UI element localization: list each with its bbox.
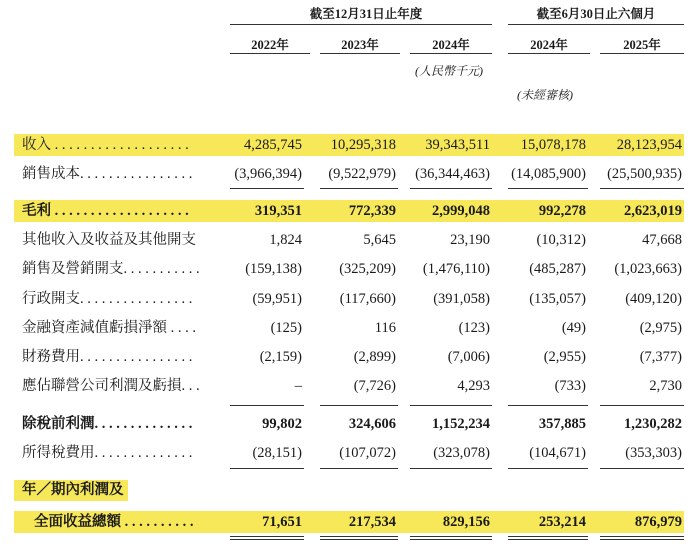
year-rule-2025-interim [600,53,684,54]
header-group-interim-rule [508,24,684,25]
row-value: (9,522,979) [328,166,396,182]
subtotal-rule [320,188,398,189]
subtotal-rule [230,468,304,469]
year-rule-2022 [230,53,310,54]
row-label: 銷售及營銷開支. . . . . . . . . . . [22,261,200,277]
year-header-2022: 2022年 [251,38,289,52]
table-row [0,163,692,185]
total-value: 253,214 [538,514,586,530]
table-row [0,413,692,435]
total-value: 876,979 [634,514,682,530]
total-label-line1: 年／期內利潤及 [22,482,124,498]
table-row [0,375,692,397]
row-value: (353,303) [625,445,682,461]
table-row [0,442,692,464]
row-label: 除稅前利潤. . . . . . . . . . . . . . [22,416,193,432]
row-value: 1,824 [269,232,302,248]
row-value: – [294,378,302,394]
row-value: (2,159) [259,349,302,365]
row-label: 收入 . . . . . . . . . . . . . . . . . . . [22,137,189,153]
total-double-rule [320,536,398,540]
row-value: (1,476,110) [422,261,490,277]
year-header-2023: 2023年 [341,38,379,52]
row-value: (323,078) [433,445,490,461]
row-value: (10,312) [536,232,586,248]
row-value: (733) [554,378,586,394]
row-label: 財務費用. . . . . . . . . . . . . . . . [22,349,193,365]
row-value: (2,899) [353,349,396,365]
row-value: (104,671) [529,445,586,461]
unit-label: (人民幣千元) [415,64,483,78]
year-rule-2024-interim [508,53,590,54]
table-row [0,229,692,251]
row-value: 2,999,048 [432,203,490,219]
table-row [0,288,692,310]
row-value: (36,344,463) [415,166,490,182]
row-value: (7,726) [353,378,396,394]
row-value: (2,955) [543,349,586,365]
total-value: 217,534 [348,514,396,530]
year-rule-2024 [410,53,492,54]
row-value: (135,057) [529,291,586,307]
total-double-rule [410,536,492,540]
subtotal-rule [410,188,492,189]
row-value: (117,660) [339,291,396,307]
row-label: 銷售成本. . . . . . . . . . . . . . . . [22,166,193,182]
subtotal-rule [230,405,304,406]
table-row [0,317,692,339]
total-double-rule [508,536,588,540]
row-value: (409,120) [625,291,682,307]
subtotal-rule [508,188,588,189]
row-value: 357,885 [538,416,586,432]
year-rule-2023 [320,53,400,54]
row-value: 4,285,745 [244,137,302,153]
row-value: (123) [458,320,490,336]
row-value: 2,730 [649,378,682,394]
subtotal-rule [600,188,684,189]
row-value: 15,078,178 [520,137,586,153]
subtotal-rule [600,468,684,469]
row-value: 10,295,318 [330,137,396,153]
subtotal-rule [410,468,492,469]
row-value: 324,606 [348,416,396,432]
subtotal-rule [508,468,588,469]
row-value: 23,190 [450,232,490,248]
row-label: 其他收入及收益及其他開支 [22,232,196,248]
table-row [14,134,684,156]
row-value: 992,278 [538,203,586,219]
row-value: 1,152,234 [432,416,490,432]
row-value: (3,966,394) [234,166,302,182]
row-value: 319,351 [254,203,302,219]
row-value: (107,072) [339,445,396,461]
total-value: 71,651 [262,514,302,530]
row-label: 應佔聯營公司利潤及虧損. . . [22,378,200,394]
row-value: (1,023,663) [614,261,682,277]
row-value: (25,500,935) [607,166,682,182]
row-value: 47,668 [642,232,682,248]
row-value: 772,339 [348,203,396,219]
total-double-rule [230,536,304,540]
table-row [14,200,684,222]
unaudited-label: (未經審核) [517,88,573,102]
subtotal-rule [410,405,492,406]
total-double-rule [600,536,684,540]
subtotal-rule [320,405,398,406]
row-value: (485,287) [529,261,586,277]
row-label: 行政開支. . . . . . . . . . . . . . . . [22,291,193,307]
year-header-2024-interim: 2024年 [530,38,568,52]
row-value: 2,623,019 [624,203,682,219]
total-value: 829,156 [442,514,490,530]
total-row-label: 全面收益總額 . . . . . . . . . . [34,514,194,530]
row-value: (391,058) [433,291,490,307]
row-value: (49) [561,320,586,336]
row-value: 99,802 [262,416,302,432]
subtotal-rule [230,188,304,189]
row-label: 毛利 . . . . . . . . . . . . . . . . . . . [22,203,189,219]
row-value: 5,645 [363,232,396,248]
year-header-2025-interim: 2025年 [623,38,661,52]
subtotal-rule [320,468,398,469]
row-value: (7,377) [639,349,682,365]
subtotal-rule [600,405,684,406]
row-value: (159,138) [245,261,302,277]
row-value: 4,293 [457,378,490,394]
row-value: 116 [374,320,396,336]
header-group-annual: 截至12月31日止年度 [309,7,423,21]
table-row [0,346,692,368]
row-value: (325,209) [339,261,396,277]
row-label: 金融資產減值虧損淨額 . . . . [22,320,196,336]
row-label: 所得稅費用. . . . . . . . . . . . . . [22,445,193,461]
row-value: (125) [270,320,302,336]
header-group-annual-rule [230,24,492,25]
row-value: (2,975) [639,320,682,336]
row-value: 28,123,954 [616,137,682,153]
row-value: (7,006) [447,349,490,365]
year-header-2024: 2024年 [432,38,470,52]
table-row [0,258,692,280]
row-value: (28,151) [252,445,302,461]
row-value: (59,951) [252,291,302,307]
header-group-interim: 截至6月30日止六個月 [536,7,656,21]
row-value: 39,343,511 [425,137,490,153]
subtotal-rule [508,405,588,406]
row-value: 1,230,282 [624,416,682,432]
row-value: (14,085,900) [511,166,586,182]
